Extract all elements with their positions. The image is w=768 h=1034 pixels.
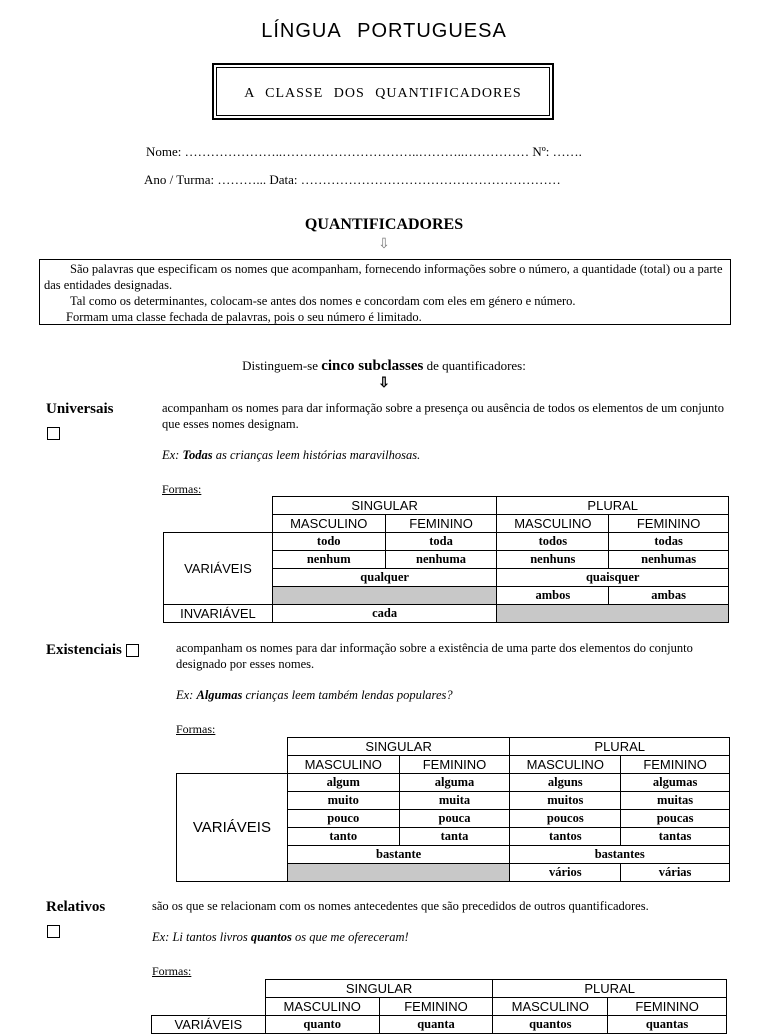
down-arrow-icon: ⇩: [378, 376, 390, 391]
cell: toda: [385, 533, 497, 551]
cell: muito: [287, 792, 399, 810]
section-heading: QUANTIFICADORES: [304, 216, 464, 233]
cell: todas: [609, 533, 729, 551]
header-masc: MASCULINO: [287, 756, 399, 774]
header-masc: MASCULINO: [497, 515, 609, 533]
cell: ambas: [609, 587, 729, 605]
universais-checkbox[interactable]: [47, 427, 60, 440]
ex-rest: os que me ofereceram!: [291, 930, 409, 944]
universais-desc: acompanham os nomes para dar informação sobre a presença ou ausência de todos os elementos de um conjunto que esses nomes designam.: [162, 401, 724, 431]
header-fem: FEMININO: [608, 998, 727, 1016]
cell: muitos: [510, 792, 621, 810]
cell: algumas: [621, 774, 730, 792]
relativos-checkbox[interactable]: [47, 925, 60, 938]
header-singular: SINGULAR: [272, 497, 497, 515]
header-fem: FEMININO: [385, 515, 497, 533]
variaveis-label: VARIÁVEIS: [164, 533, 273, 605]
lead-post: de quantificadores:: [423, 358, 526, 373]
ex-pre: Li tantos livros: [172, 930, 251, 944]
ex-rest: as crianças leem histórias maravilhosas.: [212, 448, 421, 462]
header-masc: MASCULINO: [265, 998, 379, 1016]
universais-table: [163, 496, 729, 623]
cell: todo: [272, 533, 385, 551]
header-plural: PLURAL: [493, 980, 727, 998]
ex-label: Ex:: [176, 688, 197, 702]
variaveis-label: VARIÁVEIS: [177, 774, 288, 882]
existenciais-example: [176, 688, 453, 703]
cell: algum: [287, 774, 399, 792]
empty-cell: [497, 605, 729, 623]
page-title: LÍNGUA PORTUGUESA: [261, 20, 507, 42]
header-fem: FEMININO: [609, 515, 729, 533]
cell: vários: [510, 864, 621, 882]
relativos-formas: Formas:: [152, 964, 192, 978]
turma-line: Ano / Turma: ………... Data: ……………………………………………………: [144, 172, 561, 187]
ex-label: Ex:: [162, 448, 183, 462]
def-p3: Formam uma classe fechada de palavras, pois o seu número é limitado.: [66, 310, 422, 324]
cell: todos: [497, 533, 609, 551]
cell: quanta: [379, 1016, 493, 1034]
header-fem: FEMININO: [399, 756, 510, 774]
topic-box: [212, 63, 554, 120]
cell: tanto: [287, 828, 399, 846]
cell: tantas: [621, 828, 730, 846]
header-plural: PLURAL: [510, 738, 730, 756]
definition-box: [39, 259, 731, 325]
cell: cada: [272, 605, 497, 623]
relativos-desc: são os que se relacionam com os nomes antecedentes que são precedidos de outros quantificadores.: [152, 899, 649, 913]
relativos-table-clip: [150, 978, 730, 1032]
relativos-table: [151, 979, 727, 1034]
down-arrow-icon: ⇩: [378, 237, 390, 252]
header-masc: MASCULINO: [510, 756, 621, 774]
cell: alguma: [399, 774, 510, 792]
nome-line: Nome: …………………..…………………………..………..…………… Nº: …….: [146, 144, 582, 159]
header-singular: SINGULAR: [265, 980, 493, 998]
ex-bold: Todas: [182, 448, 213, 462]
cell: quaisquer: [497, 569, 729, 587]
ex-bold: quantos: [250, 930, 292, 944]
header-masc: MASCULINO: [493, 998, 608, 1016]
empty-cell: [287, 864, 510, 882]
lead-pre: Distinguem-se: [242, 358, 322, 373]
header-masc: MASCULINO: [272, 515, 385, 533]
universais-title: Universais: [46, 401, 114, 417]
invariavel-label: INVARIÁVEL: [164, 605, 273, 623]
cell: poucas: [621, 810, 730, 828]
header-fem: FEMININO: [379, 998, 493, 1016]
cell: nenhuma: [385, 551, 497, 569]
ex-label: Ex:: [152, 930, 173, 944]
cell: várias: [621, 864, 730, 882]
cell: bastante: [287, 846, 510, 864]
cell: alguns: [510, 774, 621, 792]
existenciais-desc: acompanham os nomes para dar informação sobre a existência de uma parte dos elementos do conjunto designado por esses nomes.: [176, 641, 693, 671]
universais-formas: Formas:: [162, 482, 202, 496]
cell: tanta: [399, 828, 510, 846]
existenciais-label: Existenciais: [46, 642, 122, 658]
cell: bastantes: [510, 846, 730, 864]
cell: muita: [399, 792, 510, 810]
existenciais-title: [46, 642, 139, 659]
cell: qualquer: [272, 569, 497, 587]
topic-title: A CLASSE DOS QUANTIFICADORES: [244, 86, 522, 101]
cell: pouco: [287, 810, 399, 828]
empty-cell: [272, 587, 497, 605]
lead-bold: cinco subclasses: [321, 358, 424, 374]
def-p1: São palavras que especificam os nomes que acompanham, fornecendo informações sobre o número, a quantidade (total) ou a parte das entidades designadas.: [44, 262, 723, 292]
cell: quanto: [265, 1016, 379, 1034]
cell: poucos: [510, 810, 621, 828]
subclasses-lead: [0, 358, 768, 375]
existenciais-table: [176, 737, 730, 882]
cell: quantas: [608, 1016, 727, 1034]
cell: quantos: [493, 1016, 608, 1034]
ex-bold: Algumas: [196, 688, 243, 702]
relativos-title: Relativos: [46, 899, 106, 915]
variaveis-label: VARIÁVEIS: [152, 1016, 266, 1034]
header-fem: FEMININO: [621, 756, 730, 774]
cell: nenhuns: [497, 551, 609, 569]
existenciais-formas: Formas:: [176, 722, 216, 736]
cell: pouca: [399, 810, 510, 828]
cell: ambos: [497, 587, 609, 605]
header-singular: SINGULAR: [287, 738, 510, 756]
universais-example: [162, 448, 420, 463]
cell: muitas: [621, 792, 730, 810]
cell: tantos: [510, 828, 621, 846]
existenciais-checkbox[interactable]: [126, 644, 139, 657]
def-p2: Tal como os determinantes, colocam-se antes dos nomes e concordam com eles em género e número.: [70, 294, 576, 308]
cell: nenhumas: [609, 551, 729, 569]
ex-rest: crianças leem também lendas populares?: [242, 688, 453, 702]
relativos-example: [152, 930, 409, 945]
cell: nenhum: [272, 551, 385, 569]
header-plural: PLURAL: [497, 497, 729, 515]
